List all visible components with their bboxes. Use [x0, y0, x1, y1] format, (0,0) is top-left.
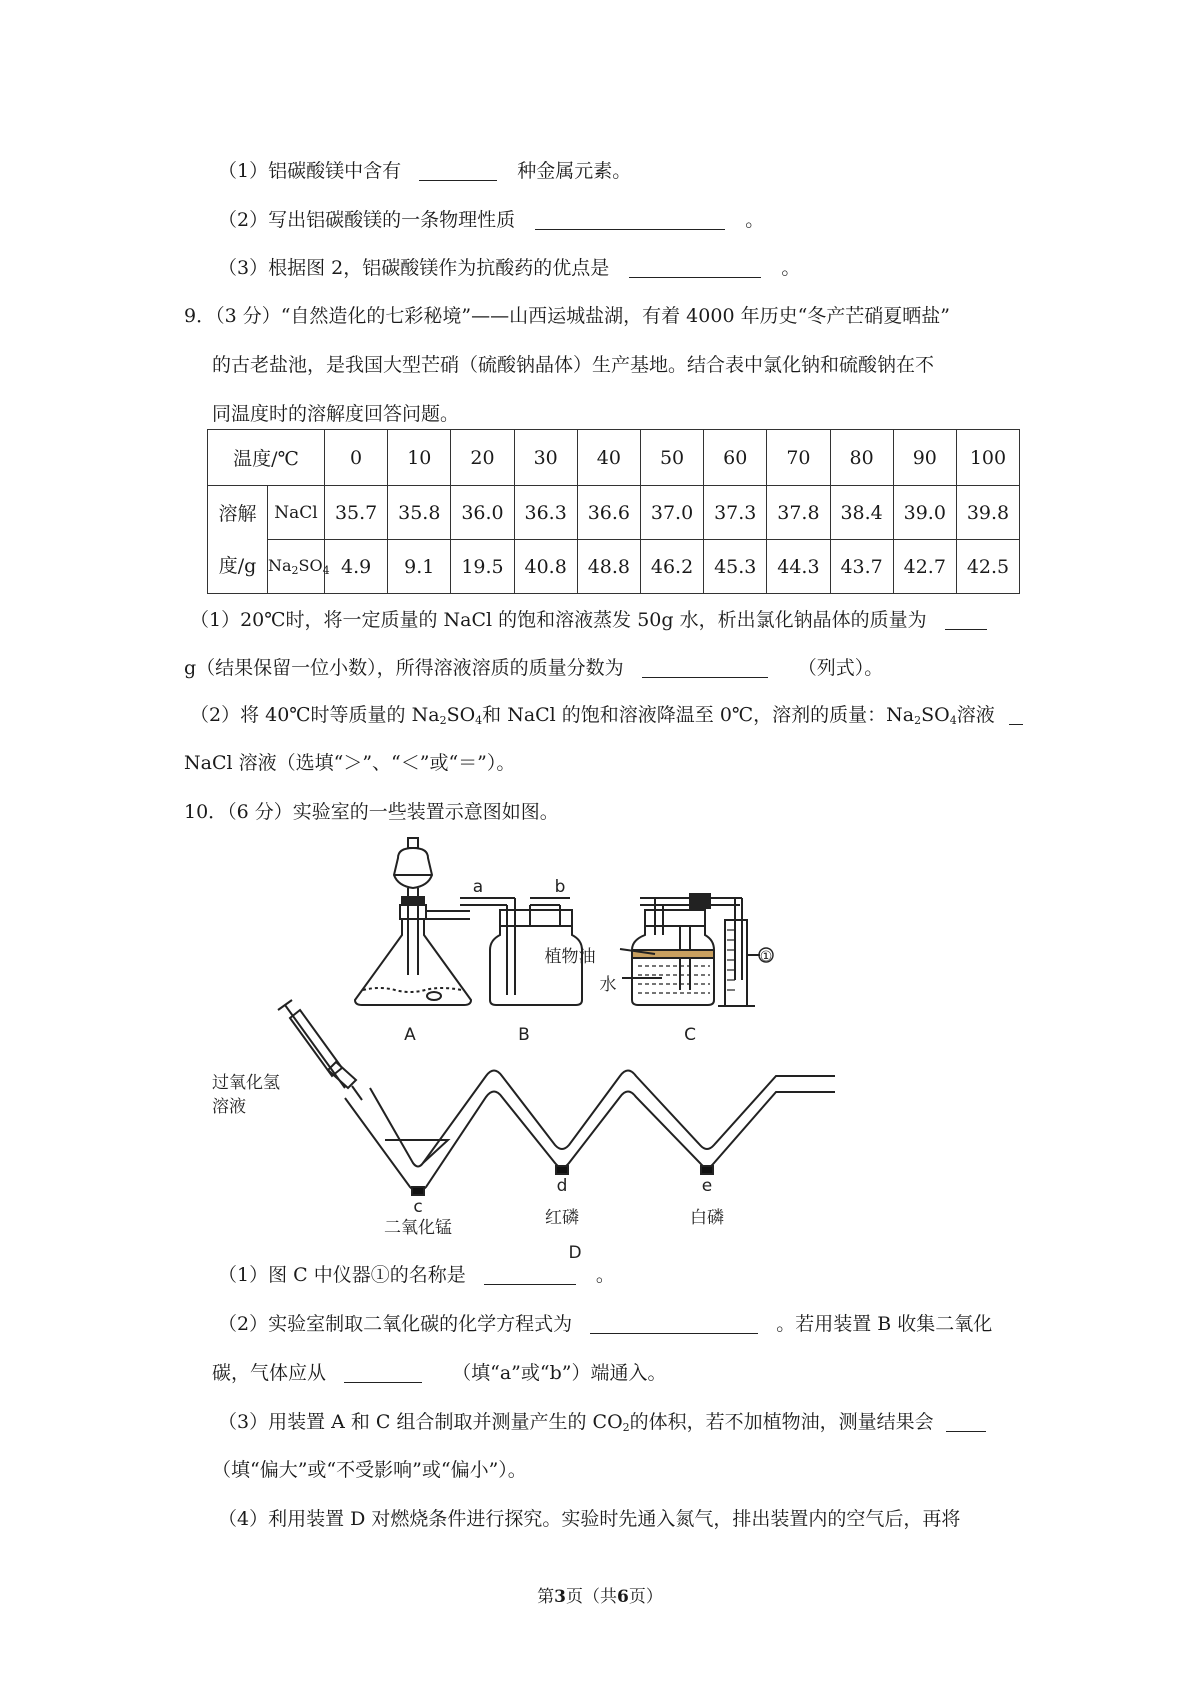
q10-sub2-line2 — [212, 1358, 666, 1388]
point-d: d — [556, 1176, 568, 1196]
footer-total-pages: 6 — [617, 1587, 629, 1607]
nacl-cell: 37.8 — [767, 486, 830, 540]
q10-sub1 — [218, 1260, 615, 1290]
q9-sub2-text-d: SO — [921, 704, 950, 726]
nacl-cell: 35.8 — [388, 486, 451, 540]
q9-sub2-text-b: SO — [446, 704, 476, 726]
apparatus-c — [620, 894, 773, 1006]
na2so4-cell: 45.3 — [704, 540, 767, 594]
label-b: B — [518, 1025, 530, 1045]
q10-sub2-line2-suffix: （填“a”或“b”）端通入。 — [452, 1362, 667, 1384]
q10-sub2-text: （2）实验室制取二氧化碳的化学方程式为 — [218, 1313, 573, 1335]
q10-sub3-text-b: 的体积，若不加植物油，测量结果会 — [629, 1411, 934, 1433]
q9-stem-line3: 同温度时的溶解度回答问题。 — [212, 403, 460, 425]
temp-cell: 10 — [388, 430, 451, 486]
temp-cell: 20 — [451, 430, 514, 486]
q10-sub1-suffix: 。 — [595, 1264, 615, 1286]
na2so4-label-sub4: 4 — [322, 564, 330, 577]
q9-stem-line1: 9．（3 分）“自然造化的七彩秘境”——山西运城盐湖，有着 4000 年历史“冬产芒硝夏晒盐” — [184, 305, 951, 327]
q9-sub2-text-e: 溶液 — [956, 704, 995, 726]
na2so4-cell: 40.8 — [514, 540, 577, 594]
q9-stem-line2: 的古老盐池，是我国大型芒硝（硫酸钠晶体）生产基地。结合表中氯化钠和硫酸钠在不 — [212, 354, 935, 376]
q9-sub1-line2-suffix: （列式）。 — [797, 657, 884, 679]
na2so4-cell: 4.9 — [325, 540, 388, 594]
point-e: e — [701, 1176, 713, 1196]
na2so4-cell: 48.8 — [577, 540, 640, 594]
temp-cell: 80 — [830, 430, 893, 486]
na2so4-label-sub2: 2 — [291, 564, 299, 577]
syringe — [278, 1000, 362, 1100]
na2so4-cell: 44.3 — [767, 540, 830, 594]
na2so4-cell: 19.5 — [451, 540, 514, 594]
page-footer — [0, 1582, 1200, 1607]
h2o2-label-1: 过氧化氢 — [212, 1073, 280, 1093]
temp-header: 温度/℃ — [208, 430, 325, 486]
label-c: C — [684, 1025, 696, 1045]
q10-sub2-blank-b[interactable] — [344, 1362, 422, 1383]
q8-sub3-suffix: 。 — [781, 257, 801, 279]
label-d: D — [568, 1243, 582, 1263]
nacl-cell: 36.6 — [577, 486, 640, 540]
red-phosphorus-label: 红磷 — [545, 1208, 579, 1228]
nacl-cell: 35.7 — [325, 486, 388, 540]
temp-cell: 50 — [640, 430, 703, 486]
temp-cell: 30 — [514, 430, 577, 486]
q9-sub2-sub2a: 2 — [439, 714, 447, 727]
q8-sub1-text: （1）铝碳酸镁中含有 — [218, 160, 402, 182]
nacl-cell: 36.0 — [451, 486, 514, 540]
na2so4-cell: 42.5 — [956, 540, 1019, 594]
q9-sub2-text-c: 和 NaCl 的饱和溶液降温至 0℃，溶剂的质量：Na — [482, 704, 915, 726]
footer-page-number: 3 — [554, 1587, 566, 1607]
na2so4-cell: 46.2 — [640, 540, 703, 594]
mno2-label: 二氧化锰 — [384, 1218, 452, 1238]
na2so4-label-na: Na — [268, 556, 292, 575]
nacl-cell: 39.8 — [956, 486, 1019, 540]
temp-cell: 70 — [767, 430, 830, 486]
q10-sub2-suffix: 。若用装置 B 收集二氧化 — [776, 1313, 993, 1335]
temp-cell: 90 — [893, 430, 956, 486]
q10-sub2-line1 — [218, 1309, 992, 1339]
footer-mid: 页（共 — [566, 1587, 617, 1607]
circled-one-label: ① — [759, 949, 773, 965]
q9-sub2-sub2b: 2 — [914, 714, 922, 727]
q10-sub1-blank[interactable] — [484, 1264, 576, 1285]
na2so4-label-so: SO — [298, 556, 323, 575]
q9-sub2-sub4b: 4 — [949, 714, 957, 727]
footer-pre: 第 — [537, 1587, 555, 1607]
port-a: a — [472, 877, 484, 897]
footer-post: 页） — [628, 1587, 663, 1607]
apparatus-d — [345, 1071, 835, 1196]
oil-label: 植物油 — [544, 947, 596, 967]
temp-cell: 60 — [704, 430, 767, 486]
q9-sub1-text: （1）20℃时，将一定质量的 NaCl 的饱和溶液蒸发 50g 水，析出氯化钠晶体的质量为 — [190, 609, 927, 631]
apparatus-a — [355, 838, 471, 1005]
q8-sub2-text: （2）写出铝碳酸镁的一条物理性质 — [218, 209, 516, 231]
nacl-label: NaCl — [268, 486, 325, 540]
nacl-cell: 37.0 — [640, 486, 703, 540]
q10-sub1-text: （1）图 C 中仪器①的名称是 — [218, 1264, 466, 1286]
q9-sub2-sub4a: 4 — [475, 714, 483, 727]
q10-sub3-text-a: （3）用装置 A 和 C 组合制取并测量产生的 CO — [218, 1411, 623, 1433]
water-label: 水 — [599, 975, 617, 995]
q10-sub3-sub2: 2 — [622, 1421, 630, 1434]
q10-sub2-line2-text: 碳，气体应从 — [212, 1362, 327, 1384]
port-b: b — [554, 877, 566, 897]
q10-sub3-line2: （填“偏大”或“不受影响”或“偏小”）。 — [212, 1459, 527, 1481]
label-a: A — [404, 1025, 416, 1045]
h2o2-label-2: 溶液 — [212, 1097, 246, 1117]
q10-sub4-line1: （4）利用装置 D 对燃烧条件进行探究。实验时先通入氮气，排出装置内的空气后，再将 — [218, 1508, 961, 1530]
q10-sub2-blank-a[interactable] — [590, 1313, 758, 1334]
q8-sub3-text: （3）根据图 2，铝碳酸镁作为抗酸药的优点是 — [218, 257, 610, 279]
na2so4-cell: 43.7 — [830, 540, 893, 594]
nacl-cell: 37.3 — [704, 486, 767, 540]
q8-sub2-suffix: 。 — [745, 209, 765, 231]
solubility-label-bottom: 度/g — [218, 554, 257, 577]
solubility-label-top: 溶解 — [218, 502, 257, 525]
q10-sub3-blank[interactable] — [946, 1411, 986, 1432]
nacl-cell: 36.3 — [514, 486, 577, 540]
temp-cell: 100 — [956, 430, 1019, 486]
q9-sub2-line2: NaCl 溶液（选填“＞”、“＜”或“＝”）。 — [184, 752, 516, 774]
q9-sub2-text-a: （2）将 40℃时等质量的 Na — [190, 704, 440, 726]
na2so4-cell: 42.7 — [893, 540, 956, 594]
na2so4-cell: 9.1 — [388, 540, 451, 594]
q10-sub3-line1 — [218, 1407, 986, 1443]
q8-sub1-suffix: 种金属元素。 — [517, 160, 632, 182]
white-phosphorus-label: 白磷 — [690, 1208, 724, 1228]
temp-cell: 0 — [325, 430, 388, 486]
q9-sub1-line2-text: g（结果保留一位小数），所得溶液溶质的质量分数为 — [184, 657, 624, 679]
temp-cell: 40 — [577, 430, 640, 486]
nacl-cell: 39.0 — [893, 486, 956, 540]
nacl-cell: 38.4 — [830, 486, 893, 540]
point-c: c — [413, 1197, 423, 1217]
q10-stem: 10．（6 分）实验室的一些装置示意图如图。 — [184, 801, 559, 823]
